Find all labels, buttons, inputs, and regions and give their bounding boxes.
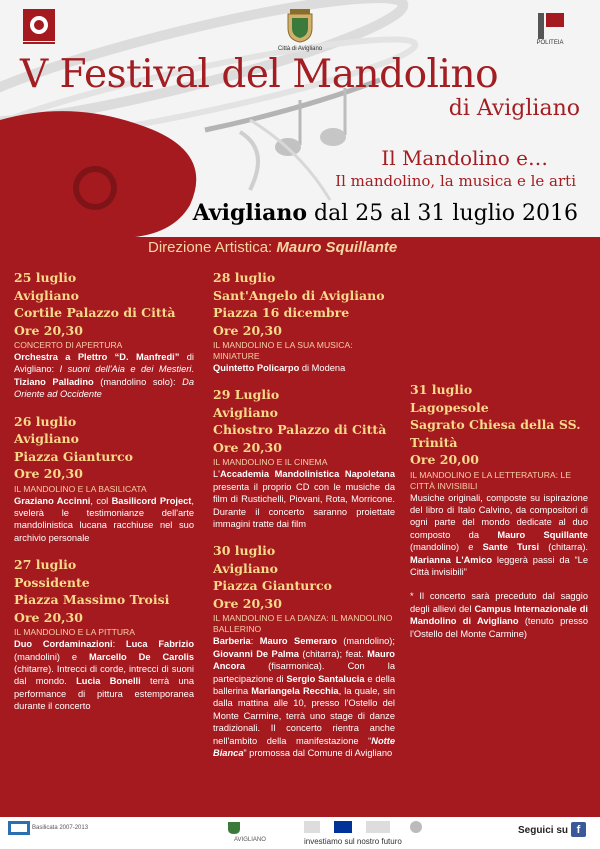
event-town: Avigliano — [14, 431, 79, 447]
event-venue: Piazza Massimo Troisi — [14, 592, 170, 608]
municipality-label: AVIGLIANO — [234, 837, 266, 843]
facebook-icon[interactable]: f — [571, 822, 586, 837]
fesr-logo-icon — [8, 821, 30, 835]
festival-dates — [193, 200, 578, 226]
event-date: 25 luglio — [14, 270, 77, 285]
fesr-label: Basilicata 2007-2013 — [32, 825, 89, 831]
program-column-2 — [213, 269, 395, 772]
eu-funding-logos-icon — [304, 821, 434, 833]
director-name: Mauro Squillante — [276, 239, 398, 256]
city-label: Città di Avigliano — [277, 46, 323, 52]
footer — [0, 817, 600, 849]
program-panel — [0, 237, 600, 817]
poster-header — [0, 0, 600, 238]
event-venue: Piazza 16 dicembre — [213, 305, 350, 320]
festival-title: V Festival del Mandolino — [20, 52, 499, 97]
event-caption: IL MANDOLINO E IL CINEMA — [213, 457, 328, 468]
program-column-1 — [14, 269, 194, 725]
event-31-luglio — [410, 381, 588, 578]
event-venue: Piazza Gianturco — [14, 448, 133, 464]
event-26-luglio — [14, 413, 194, 545]
event-caption: CONCERTO DI APERTURA — [14, 340, 123, 350]
festival-theme: Il Mandolino e… — [381, 146, 548, 170]
event-venue: Cortile Palazzo di Città — [14, 305, 176, 320]
slogan: investiamo sul nostro futuro — [304, 837, 402, 846]
event-caption: IL MANDOLINO E LA LETTERATURA: LE CITTÀ INVISIBILI — [410, 469, 571, 491]
dates-place: Avigliano — [192, 200, 308, 226]
event-town: Avigliano — [213, 404, 278, 420]
direction-label: Direzione Artistica: — [148, 239, 277, 256]
festival-location: di Avigliano — [448, 96, 580, 121]
festival-theme-sub: Il mandolino, la musica e le arti — [335, 172, 576, 190]
event-time: Ore 20,30 — [14, 466, 83, 482]
event-time: Ore 20,30 — [213, 439, 282, 455]
event-venue: Chiostro Palazzo di Città — [213, 422, 387, 438]
follow-us-label: Seguici su — [517, 825, 568, 836]
event-date: 26 luglio — [14, 413, 77, 429]
event-date: 27 luglio — [14, 557, 77, 573]
event-description: Graziano Accinni, col Basilicord Project, svelerà le testimonianze dell'arte mandolinistica lucana racchiuse nel suo archivio personale — [14, 495, 194, 543]
event-description: Quintetto Policarpo di Modena — [213, 363, 346, 373]
event-time: Ore 20,30 — [14, 609, 83, 625]
event-time: Ore 20,00 — [410, 452, 479, 467]
event-town: Avigliano — [213, 560, 278, 576]
event-29-luglio — [213, 386, 395, 530]
politeia-logo-icon — [534, 10, 568, 44]
event-town: Avigliano — [14, 287, 79, 303]
program-column-3 — [410, 269, 588, 640]
event-date: 29 Luglio — [213, 387, 280, 403]
event-28-luglio — [213, 269, 395, 374]
city-coat-of-arms-icon — [282, 8, 318, 44]
event-27-luglio — [14, 556, 194, 712]
event-time: Ore 20,30 — [213, 595, 282, 611]
event-time: Ore 20,30 — [213, 322, 282, 338]
event-caption: IL MANDOLINO E LA SUA MUSICA: MINIATURE — [213, 340, 353, 361]
event-description: Orchestra a Plettro “D. Manfredi” di Avigliano: I suoni dell'Aia e dei Mestieri. Tiziano Palladino (mandolino solo): Da Oriente ad Occidente — [14, 352, 194, 400]
event-description: L'Accademia Mandolinistica Napoletana presenta il proprio CD con le musiche da film di Rustichelli, Piovani, Rota, Morricone. Durante il concerto saranno proiettate immagini tratte dai film — [213, 469, 395, 530]
event-town: Sant'Angelo di Avigliano — [213, 287, 385, 303]
event-description: Musiche originali, composte su ispirazione del libro di Italo Calvino, da compositori di ogni parte del mondo dedicate al duo composto da Mauro Squillante (mandolino) e Sante Tursi (chitarra). Marianna L'Amico leggerà passi da “Le Città invisibili” — [410, 492, 589, 577]
event-town: Possidente — [14, 574, 90, 590]
event-venue: Piazza Gianturco — [213, 578, 332, 594]
event-town: Lagopesole — [410, 399, 489, 415]
event-date: 30 luglio — [213, 543, 276, 559]
event-description: Duo Cordaminazioni: Luca Fabrizio (mandolini) e Marcello De Carolis (chitarre). Intrecci di corde, intrecci di suoni dal mondo. Lucia Bonelli terrà una performance di pittura estemporanea durante il concerto — [14, 639, 194, 712]
event-venue: Sagrato Chiesa della SS. Trinità — [410, 417, 581, 450]
event-caption: IL MANDOLINO E LA PITTURA — [14, 627, 135, 638]
event-30-luglio — [213, 542, 395, 759]
event-25-luglio — [14, 269, 194, 401]
event-caption: IL MANDOLINO E LA DANZA: IL MANDOLINO BALLERINO — [213, 613, 393, 635]
festival-logo-icon — [22, 8, 56, 48]
event-date: 31 luglio — [410, 382, 473, 397]
municipality-logo-icon — [226, 821, 242, 835]
campus-note: * Il concerto sarà preceduto dal saggio degli allievi del Campus Internazionale di Mandolino di Avigliano (tenuto presso l'Ostello del Monte Carmine) — [410, 591, 588, 639]
event-date: 28 luglio — [213, 270, 276, 285]
artistic-direction — [148, 239, 397, 256]
dates-range: dal 25 al 31 luglio 2016 — [307, 201, 578, 226]
politeia-label: POLITEIA — [536, 40, 564, 46]
event-description-part1: Barberia: Mauro Semeraro (mandolino); Giovanni De Palma (chitarra); feat. Mauro Ancora (fisarmonica). Con la partecipazione di Sergio Santalucia e della ballerina Mariangela Recchia, la quale, sin dalla mattina alle 10, presso l'Ostello del Monte Carmine, terrà uno stage di danze tradizionali. Il concerto rientra anche nell'ambito della manifestazione “Notte Bianca” promossa dal Comune di Avigliano — [213, 636, 396, 759]
event-time: Ore 20,30 — [14, 322, 83, 338]
event-caption: IL MANDOLINO E LA BASILICATA — [14, 483, 147, 494]
